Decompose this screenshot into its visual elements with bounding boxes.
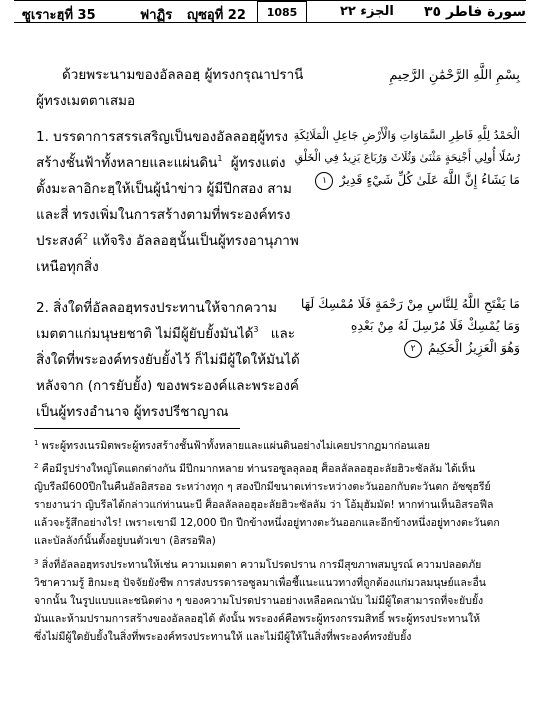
verse-1-arabic-line: رُسُلًا أُولِي أَجْنِحَةٍ مَثْنَىٰ وَثُلَاثَ وَرُبَاعَ يَزِيدُ فِي الْخَلْقِ [294,151,520,164]
footnote-separator [34,428,240,429]
verse-1-line: และสี่ ทรงเพิ่มในการสร้างตามที่พระองค์ทรง [36,207,291,223]
verse-2-line: 2. สิ่งใดที่อัลลอฮฺทรงประทานให้จากความ [36,300,278,316]
footnote-text: พระผู้ทรงเนรมิตพระผู้ทรงสร้างชั้นฟ้าทั้งหลายและแผ่นดินอย่างไม่เคยปรากฏมาก่อนเลย [38,440,431,452]
header-arabic-juz: الجزء ٢٢ [340,4,394,19]
header-bottom-rule [14,22,526,23]
header-juz: ญุซอุที่ 22 [187,8,246,23]
basmala-thai-line2: ผู้ทรงเมตตาเสมอ [36,93,136,109]
ayah-number-2-icon: ٢ [404,340,422,358]
footnote-line: ญิบรีลมี600ปีกในคืนอัลอิสรออ ระหว่างทุก ๆ สองปีกมีขนาดเท่าระหว่างตะวันออกกับตะวันตก อัซซุฮรีย์ [34,481,491,493]
footnote-ref-1[interactable]: 1 [217,154,223,163]
verse-1-line [36,150,286,176]
verse-1-line [36,228,299,254]
footnote-line [34,556,481,574]
verse-1-line: ตั้งมะลาอิกะฮฺให้เป็นผู้นำข่าว ผู้มีปีกสอง สาม [36,181,292,197]
ayah-number-1-icon: ١ [315,172,333,190]
verse-1-text: ผู้ทรงแต่ง [230,155,286,171]
verse-1-text: แท้จริง อัลลอฮฺนั้นเป็นผู้ทรงอานุภาพ [88,233,299,249]
footnote-line [34,437,430,455]
footnote-mark: 2 [34,462,39,470]
footnote-line: แล้วจะรู้สึกอย่างไร! เพราะเขามี 12,000 ปีก ปีกข้างหนึ่งอยู่ทางตะวันออกและอีกข้างหนึ่งอยู่ทางตะวันตก [34,517,500,529]
header-arabic-surah: سورة فاطر ٣٥ [424,4,527,20]
verse-2-arabic-line: وَمَا يُمْسِكْ فَلَا مُرْسِلَ لَهُ مِنْ بَعْدِهِ [350,318,520,333]
verse-2-line: สิ่งใดที่พระองค์ทรงยับยั้งไว้ ก็ไม่มีผู้ใดให้มันได้ [36,352,300,368]
footnote-line: มันและห้ามปรามการสร้างของอัลลอฮฺได้ ดังนั้น พระองค์คือพระผู้ทรงกรรมสิทธิ์ พระผู้ทรงประทานให้ [34,613,481,625]
verse-2-line: หลังจาก (การยับยั้ง) ของพระองค์และพระองค์ [36,378,299,394]
footnote-line: รายงานว่า ญิบรีลได้กล่าวแก่ท่านนะบี ศ็อลลัลลอฮุอะลัยฮิวะซัลลัม ว่า โอ้มุฮัมมัด! หากท่านเห็นอิสรอฟีล [34,499,494,511]
verse-2-line: เป็นผู้ทรงอำนาจ ผู้ทรงปรีชาญาณ [36,404,229,420]
footnote-line: ซึ่งไม่มีผู้ใดยับยั้งในสิ่งที่พระองค์ทรงประทานให้ และไม่มีผู้ให้ในสิ่งที่พระองค์ทรงยับยั้ง [34,631,412,643]
verse-1-arabic-line [313,170,520,190]
verse-1-line: เหนือทุกสิ่ง [36,259,99,275]
verse-1-arabic-text: مَا يَشَاءُ إِنَّ اللَّهَ عَلَىٰ كُلِّ شَيْءٍ قَدِيرٌ [339,172,520,187]
verse-2-text: เมตตาแก่มนุษยชาติ ไม่มีผู้ยับยั้งมันได้ [36,326,254,342]
footnote-line: วิชาความรู้ ฮิกมะฮฺ ปัจจัยยังชีพ การส่งบรรดารอซูลมาเพื่อชี้แนะแนวทางที่ถูกต้องแก่มวลมนุษย์และอื่น [34,577,486,589]
verse-2-arabic-text: وَهُوَ الْعَزِيزُ الْحَكِيمُ [428,340,520,355]
footnote-line: และบัลลังก์นั้นตั้งอยู่บนตัวเขา (อิสรอฟีล) [34,535,216,547]
page-number: 1085 [257,1,307,23]
verse-2-line [36,321,295,347]
footnote-line: จากนั้น ในรูปแบบและชนิดต่าง ๆ ของความโปรดปรานอย่างเหลือคณานับ ไม่มีผู้ใดสามารถที่จะยับยั้ง [34,595,484,607]
verse-2-arabic-line: مَا يَفْتَحِ اللَّهُ لِلنَّاسِ مِنْ رَحْمَةٍ فَلَا مُمْسِكَ لَهَا [300,296,520,311]
footnote-text: สิ่งที่อัลลอฮฺทรงประทานให้เช่น ความเมตตา ความโปรดปราน การมีสุขภาพสมบูรณ์ ความปลอดภัย [38,559,482,571]
footnote-mark: 1 [34,439,39,447]
basmala-thai-line1: ด้วยพระนามของอัลลอฮฺ ผู้ทรงกรุณาปรานี [62,67,304,83]
footnote-line [34,460,475,478]
footnote-text: คือมีรูปร่างใหญ่โตแตกต่างกัน มีปีกมากหลาย ท่านรอซูลลุลอฮฺ ศ็อลลัลลอฮุอะลัยฮิวะซัลลัม ได้เห็น [38,463,476,475]
verse-1-text: สร้างชั้นฟ้าทั้งหลายและแผ่นดิน [36,155,218,171]
footnote-mark: 3 [34,558,39,566]
basmala-arabic: بِسْمِ اللَّهِ الرَّحْمَٰنِ الرَّحِيمِ [389,68,520,83]
verse-1-arabic-line: الْحَمْدُ لِلَّهِ فَاطِرِ السَّمَاوَاتِ وَالْأَرْضِ جَاعِلِ الْمَلَائِكَةِ [293,129,520,142]
verse-1-text: ประสงค์ [36,233,83,249]
header-surah-number: ซูเราะฮฺที่ 35 [22,8,96,23]
verse-2-text: และ [266,326,296,342]
footnote-ref-2[interactable]: 2 [82,232,89,241]
footnote-ref-3[interactable]: 3 [253,325,259,334]
verse-2-arabic-line [402,338,520,358]
header-surah-name: ฟาฏิร [140,8,173,23]
verse-1-line: 1. บรรดาการสรรเสริญเป็นของอัลลอฮฺผู้ทรง [36,129,288,145]
